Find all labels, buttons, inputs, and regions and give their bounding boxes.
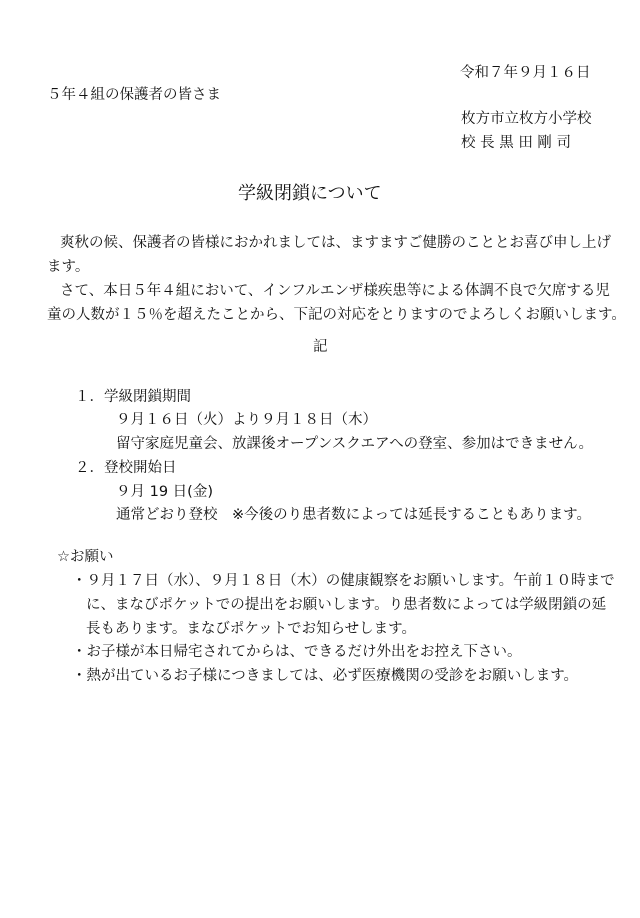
notice-line-1: さて、本日５年４組において、インフルエンザ様疾患等による体調不良で欠席する児 xyxy=(60,283,610,299)
request-line-1: ・９月１７日（水）、９月１８日（木）の健康観察をお願いします。午前１０時まで xyxy=(72,573,615,589)
item-1-label: １．学級閉鎖期間 xyxy=(75,389,191,405)
item-2-note: 通常どおり登校 ※今後のり患者数によっては延長することもあります。 xyxy=(116,507,591,523)
requests-heading: ☆お願い xyxy=(57,549,114,565)
item-1-period: ９月１６日（火）より９月１８日（木） xyxy=(116,412,377,428)
request-line-5: ・熱が出ているお子様につきましては、必ず医療機関の受診をお願いします。 xyxy=(72,668,579,684)
request-line-4: ・お子様が本日帰宅されてからは、できるだけ外出をお控え下さい。 xyxy=(72,644,522,660)
request-line-2: に、まなびポケットでの提出をお願いします。り患者数によっては学級閉鎖の延 xyxy=(86,597,607,613)
notice-line-2: 童の人数が１５％を超えたことから、下記の対応をとりますのでよろしくお願いします。 xyxy=(47,307,626,323)
issue-date: 令和７年９月１６日 xyxy=(460,65,591,81)
recipient: ５年４組の保護者の皆さま xyxy=(47,87,221,103)
item-2-date: ９月 19 日(金) xyxy=(116,484,213,500)
document-title: 学級閉鎖について xyxy=(238,183,382,204)
sender-principal: 校 長 黒 田 剛 司 xyxy=(461,135,572,151)
greeting-line-2: ます。 xyxy=(47,259,90,275)
item-1-note: 留守家庭児童会、放課後オープンスクエアへの登室、参加はできません。 xyxy=(116,436,594,452)
sender-school: 枚方市立枚方小学校 xyxy=(461,111,592,127)
item-2-label: ２．登校開始日 xyxy=(75,460,177,476)
greeting-line-1: 爽秋の候、保護者の皆様におかれましては、ますますご健勝のこととお喜び申し上げ xyxy=(60,235,611,251)
ki-mark: 記 xyxy=(313,339,328,355)
request-line-3: 長もあります。まなびポケットでお知らせします。 xyxy=(86,621,417,637)
